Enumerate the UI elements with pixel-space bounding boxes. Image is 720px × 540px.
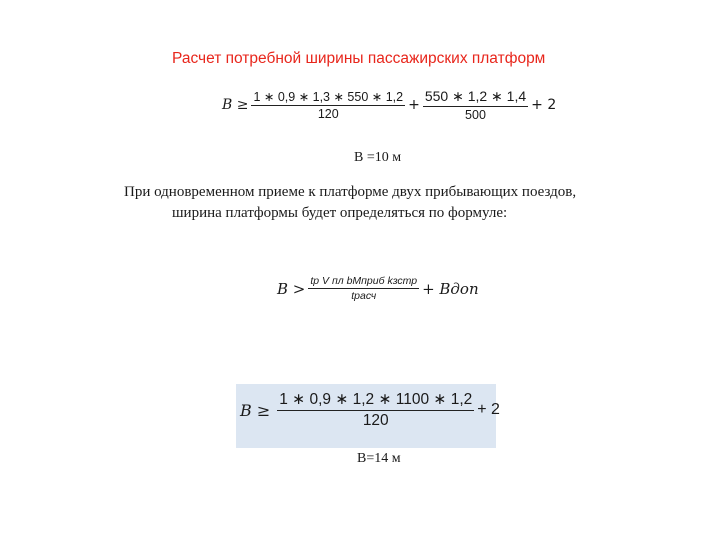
paragraph-line-1: При одновременном приеме к платформе двух прибывающих поездов, bbox=[124, 184, 577, 200]
formula-2-numerator: tp V пл bMприб kзстр bbox=[310, 275, 418, 287]
formula-1-tail: + 2 bbox=[531, 97, 557, 113]
formula-1-fraction-1 bbox=[251, 89, 405, 121]
formula-3-fraction bbox=[277, 390, 474, 430]
paragraph-line-2: ширина платформы будет определяться по формуле: bbox=[172, 205, 508, 221]
formula-1-fraction-2-numerator: 550 ∗ 1,2 ∗ 1,4 bbox=[424, 88, 527, 104]
result-1: В =10 м bbox=[354, 150, 402, 165]
formula-1-fraction-2 bbox=[423, 88, 528, 122]
fraction-bar bbox=[423, 106, 528, 107]
formula-3 bbox=[240, 390, 503, 430]
slide-title: Расчет потребной ширины пассажирских платформ bbox=[172, 50, 546, 67]
result-2: В=14 м bbox=[357, 451, 401, 466]
fraction-bar bbox=[277, 410, 474, 411]
formula-2-tail: + Bдоп bbox=[422, 279, 479, 298]
fraction-bar bbox=[308, 288, 419, 289]
formula-2-fraction bbox=[308, 275, 419, 302]
formula-1-plus: + bbox=[408, 97, 420, 113]
formula-2-lhs: B > bbox=[277, 279, 306, 298]
formula-2-denominator: tрасч bbox=[351, 290, 377, 302]
formula-3-tail: + 2 bbox=[477, 401, 500, 418]
formula-3-numerator: 1 ∗ 0,9 ∗ 1,2 ∗ 1100 ∗ 1,2 bbox=[279, 391, 473, 408]
formula-1-lhs: B ≥ bbox=[222, 97, 249, 113]
formula-3-denominator: 120 bbox=[362, 412, 389, 429]
fraction-bar bbox=[251, 105, 405, 106]
formula-1-fraction-2-denominator: 500 bbox=[465, 108, 486, 122]
formula-3-lhs: B ≥ bbox=[240, 400, 271, 420]
formula-1-fraction-1-numerator: 1 ∗ 0,9 ∗ 1,3 ∗ 550 ∗ 1,2 bbox=[253, 90, 404, 104]
formula-1-fraction-1-denominator: 120 bbox=[317, 107, 339, 121]
formula-2 bbox=[277, 275, 482, 302]
formula-1 bbox=[222, 88, 559, 122]
